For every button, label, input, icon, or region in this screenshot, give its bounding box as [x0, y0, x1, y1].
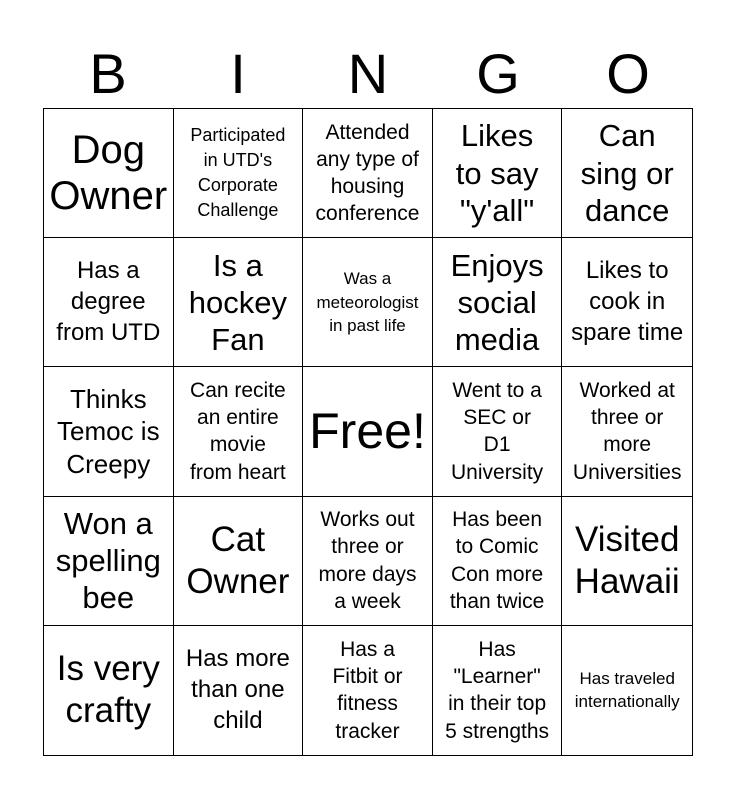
- bingo-cell[interactable]: Works out three or more days a week: [303, 497, 433, 626]
- bingo-cell[interactable]: Has a Fitbit or fitness tracker: [303, 626, 433, 755]
- bingo-cell[interactable]: Cat Owner: [174, 497, 304, 626]
- header-letter-o: O: [606, 42, 650, 105]
- bingo-cell[interactable]: Was a meteorologist in past life: [303, 238, 433, 367]
- header-letter-i: I: [230, 42, 246, 105]
- header-letter-b: B: [89, 42, 127, 105]
- bingo-cell[interactable]: Likes to say "y'all": [433, 109, 563, 238]
- bingo-grid: [43, 108, 693, 756]
- bingo-cell[interactable]: Won a spelling bee: [44, 497, 174, 626]
- header-letter-n: N: [347, 42, 389, 105]
- bingo-cell[interactable]: Likes to cook in spare time: [562, 238, 692, 367]
- bingo-cell[interactable]: Thinks Temoc is Creepy: [44, 367, 174, 496]
- bingo-cell[interactable]: Has been to Comic Con more than twice: [433, 497, 563, 626]
- bingo-cell[interactable]: Visited Hawaii: [562, 497, 692, 626]
- bingo-cell[interactable]: Can sing or dance: [562, 109, 692, 238]
- bingo-cell[interactable]: Is a hockey Fan: [174, 238, 304, 367]
- free-space[interactable]: Free!: [303, 367, 433, 496]
- bingo-cell[interactable]: Has traveled internationally: [574, 668, 680, 712]
- bingo-cell[interactable]: Is very crafty: [44, 626, 174, 755]
- bingo-cell[interactable]: Attended any type of housing conference: [303, 109, 433, 238]
- bingo-cell[interactable]: Has a degree from UTD: [44, 238, 174, 367]
- header-letter-g: G: [476, 42, 520, 105]
- bingo-cell[interactable]: Has more than one child: [174, 626, 304, 755]
- bingo-cell[interactable]: Participated in UTD's Corporate Challenge: [174, 109, 304, 238]
- bingo-cell[interactable]: Can recite an entire movie from heart: [174, 367, 304, 496]
- bingo-cell[interactable]: Has "Learner" in their top 5 strengths: [433, 626, 563, 755]
- bingo-cell[interactable]: Dog Owner: [44, 109, 174, 238]
- bingo-cell[interactable]: Went to a SEC or D1 University: [433, 367, 563, 496]
- bingo-cell[interactable]: Enjoys social media: [433, 238, 563, 367]
- bingo-cell[interactable]: Worked at three or more Universities: [562, 367, 692, 496]
- bingo-header: [43, 40, 693, 108]
